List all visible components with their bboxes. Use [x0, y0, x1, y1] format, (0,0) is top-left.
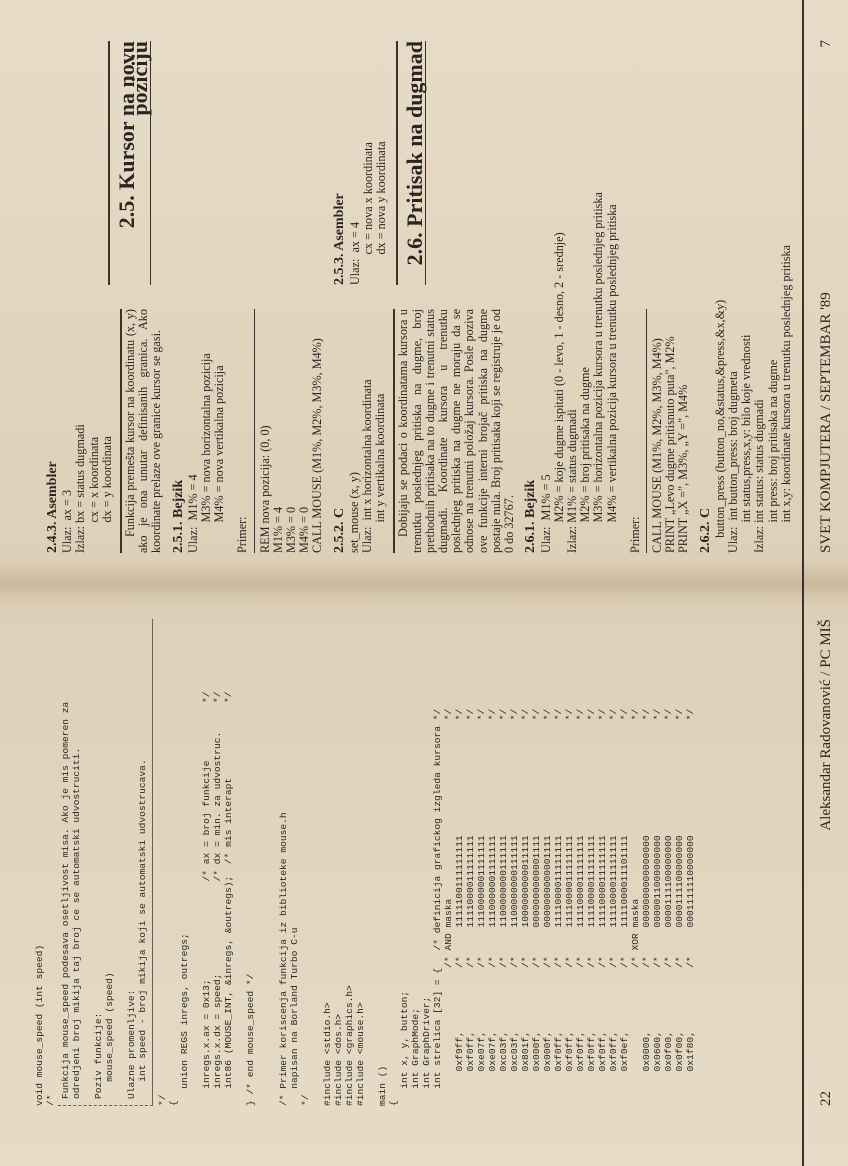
- code-line: int x, y, button;: [399, 990, 410, 1106]
- code-line: 0xc03f, /* 1100000000111111 */: [498, 708, 509, 1106]
- divider: [396, 41, 398, 285]
- magazine-name: SVET KOMPJUTERA / SEPTEMBAR '89: [817, 292, 834, 553]
- text-line: dx = y koordinata: [99, 436, 114, 553]
- text-line: Ulaz: ax = 4: [347, 221, 362, 285]
- code-line: 0xe07f, /* 1110000001111111 */: [487, 708, 498, 1106]
- divider: [108, 41, 110, 285]
- text-line: set_mouse (x, y): [346, 472, 361, 553]
- code-line: 0xf0ff, /* 1111000011111111 */: [465, 708, 476, 1106]
- code-line: 0xf0ff, /* 1111000011111111 */: [586, 708, 597, 1106]
- code-line: } /* end mouse_speed */: [245, 973, 256, 1106]
- code-line: #include <stdio.h>: [322, 1002, 333, 1106]
- code-line: [311, 619, 322, 1106]
- code-line: inregs.x.ax = 0x13; /* ax = broj funkcije */: [201, 691, 212, 1106]
- code-line: */: [300, 1094, 311, 1106]
- code-line: [366, 619, 377, 1106]
- text-line: M3% = 0: [284, 506, 299, 553]
- code-line: 0x0600, /* 0000011000000000 */: [652, 708, 663, 1106]
- text-line: M3% = horizontalna pozicija kursora u trenutku poslednjeg pritiska: [591, 192, 606, 553]
- code-line: 0x000f, /* 0000000000001111 */: [531, 708, 542, 1106]
- code-line: [82, 619, 93, 1099]
- code-line: main (): [377, 1065, 388, 1106]
- text-line: Ulaz: int button_press: broj dugmeta: [725, 371, 740, 553]
- page-number: 7: [817, 40, 834, 48]
- code-header: [34, 619, 56, 1106]
- text-line: Ulaz: M1% = 4: [185, 474, 200, 553]
- section-lines: [348, 309, 388, 553]
- code-line: 0x0f00, /* 0000111100000000 */: [663, 708, 674, 1106]
- right-footer: [802, 0, 848, 583]
- text-line: Izlaz: int status: status dugmadi: [752, 399, 767, 553]
- code-line: union REGS inregs, outregs;: [179, 933, 190, 1106]
- text-line: dx = nova y koordinata: [374, 141, 389, 285]
- code-line: 0xf0ff, /* 1111000011111111 */: [575, 708, 586, 1106]
- text-line: cx = x koordinata: [86, 436, 101, 553]
- code-line: 0x000f, /* 0000000000001111 */: [542, 708, 553, 1106]
- section-text: Funkcija premešta kursor na koordinatu (x, y) ako je ona unutar definisanih granica. Ako koordinate prelaze ove granice kursor se gasi.: [123, 309, 164, 553]
- text-line: button_press (button_no,&status,&press,&x,&y): [712, 299, 727, 553]
- code-line: /* XOR maska */: [630, 708, 641, 1106]
- text-line: REM nova pozicija: (0, 0): [257, 425, 272, 553]
- code-line: 0x0f00, /* 0000111100000000 */: [674, 708, 685, 1106]
- section-lines: [538, 192, 619, 553]
- example-lines: [651, 309, 691, 553]
- section-lines: [61, 309, 114, 553]
- code-line: 0xf0ff, /* 1111000011111111 */: [597, 708, 608, 1106]
- code-line: [267, 619, 278, 1106]
- text-line: M4% = 0: [297, 506, 312, 553]
- page-number: 22: [817, 1091, 834, 1106]
- text-line: M1% = 4: [270, 506, 285, 553]
- text-line: PRINT „Levo dugme pritisnuto puta", M2%: [663, 336, 678, 553]
- code-line: */: [157, 1094, 168, 1106]
- code-line: [256, 619, 267, 1106]
- code-line: Poziv funkcije:: [93, 1012, 104, 1099]
- text-line: Ulaz: ax = 3: [60, 489, 75, 553]
- text-line: cx = nova x koordinata: [360, 142, 375, 285]
- code-line: [234, 619, 245, 1106]
- code-line: mouse_speed (speed): [104, 972, 115, 1099]
- divider: [120, 309, 122, 553]
- code-line: #include <graphics.h>: [344, 985, 355, 1106]
- section-text: Dobijaju se podaci o koordinatama kursora u trenutku poslednjeg pritiska na dugme, broj prethodnih pritisaka na to dugme i trenutni status dugmadi. Koordinate kursora u trenutku poslednjeg pritiska na dugme ne moraju da se odnose na trenutni položaj kursora. Posle poziva ove funkcije interni brojač pritiska na dugme postaje nula. Broj pritisaka koji se registruje je od 0 do 32767.: [396, 309, 517, 553]
- code-line: {: [168, 1100, 179, 1106]
- section-heading: 2.5.1. Bejzik: [170, 479, 186, 553]
- text-line: M4% = vertikalna pozicija kursora u trenutku poslednjeg pritiska: [604, 204, 619, 553]
- text-line: CALL MOUSE (M1%, M2%, M3%, M4%): [310, 338, 325, 553]
- divider: [646, 309, 647, 553]
- section-title: 2.5. Kursor na novu poziciju: [114, 41, 153, 229]
- code-line: #include <mouse.h>: [355, 1002, 366, 1106]
- code-comment-box: [58, 619, 153, 1106]
- section-heading: 2.5.3. Asembler: [332, 193, 348, 285]
- code-line: 0xf0ff, /* 1111000011111111 */: [564, 708, 575, 1106]
- divider: [254, 309, 255, 553]
- code-line: 0xf0ff, /* 1111000011111111 */: [553, 708, 564, 1106]
- section-heading: 2.4.3. Asembler: [45, 461, 60, 553]
- code-line: int speed - broj mikija koji se automatski udvostrucava.: [137, 759, 148, 1099]
- code-line: Ulazne promenljive:: [126, 989, 137, 1099]
- code-line: /* AND maska */: [443, 708, 454, 1106]
- code-line: {: [388, 1100, 399, 1106]
- left-page: [0, 583, 848, 1166]
- text-line: Izlaz: bx = status dugmadi: [73, 424, 88, 553]
- text-line: Izlaz: M1% = status dugmadi: [564, 409, 579, 553]
- text-line: Ulaz: int x horizontalna koordinata: [360, 379, 375, 553]
- section-lines: [187, 309, 227, 553]
- section-lines: [712, 244, 793, 553]
- code-line: int GraphMode;: [410, 1008, 421, 1106]
- text-line: int status,press,x,y: bilo koje vrednosti: [739, 334, 754, 553]
- code-line: inregs.x.dx = speed; /* dx = min. za udvostruc. */: [212, 691, 223, 1106]
- code-line: int strelica [32] = { /* definicija grafickog izgleda kursora */: [432, 708, 443, 1106]
- code-line: #include <dos.h>: [333, 1013, 344, 1106]
- code-line: 0xf9ff, /* 1111100111111111 */: [454, 708, 465, 1106]
- code-line: int86 (MOUSE_INT, &inregs, &outregs); /* mis interapt */: [223, 691, 234, 1106]
- code-line: 0xc03f, /* 1100000000111111 */: [509, 708, 520, 1106]
- text-line: int x,y: koordinate kursora u trenutku poslednjeg pritiska: [778, 244, 793, 553]
- code-line: /* Primer koriscenja funkcija iz biblioteke mouse.h: [278, 812, 289, 1106]
- code-line: napisan na Borland Turbo C-u: [289, 927, 300, 1106]
- code-line: 0xf0ff, /* 1111000011111111 */: [608, 708, 619, 1106]
- text-line: M2% = koje dugme ispitati (0 - levo, 1 - desno, 2 - srednje): [551, 232, 566, 553]
- code-line: int GraphDriver;: [421, 996, 432, 1106]
- code-line: 0xf0ef, /* 1111000011101111 */: [619, 708, 630, 1106]
- code-listing: [157, 619, 696, 1106]
- column-2: [38, 41, 793, 285]
- example-lines: [259, 309, 325, 553]
- text-line: PRINT „X =", M3%, „Y =", M4%: [676, 384, 691, 553]
- text-line: CALL MOUSE (M1%, M2%, M3%, M4%): [649, 338, 664, 553]
- text-line: M3% = nova horizontalna pozicija: [199, 353, 214, 553]
- text-line: Ulaz: M1% = 5: [538, 474, 553, 553]
- example-label: Primer:: [235, 516, 250, 553]
- code-line: [115, 619, 126, 1099]
- code-line: 0xe07f, /* 1110000001111111 */: [476, 708, 487, 1106]
- text-line: M4% = nova vertikalna pozicija: [212, 365, 227, 553]
- code-line: 0x0000, /* 0000000000000000 */: [641, 708, 652, 1106]
- section-heading: 2.6.2. C: [697, 507, 713, 553]
- text-line: int press: broj pritisaka na dugme: [765, 359, 780, 553]
- author-credit: Aleksandar Radovanović / PC MIŠ: [817, 619, 834, 831]
- code-line: 0x1f80, /* 0001111110000000 */: [685, 708, 696, 1106]
- section-heading: 2.5.2. C: [331, 507, 347, 553]
- section-lines: [349, 41, 389, 285]
- code-line: void mouse_speed (int speed): [34, 944, 45, 1106]
- text-line: int y vertikalna koordinata: [373, 393, 388, 553]
- code-line: 0x801f, /* 1000000000011111 */: [520, 708, 531, 1106]
- code-line: [190, 619, 201, 1106]
- example-label: Primer:: [627, 516, 642, 553]
- section-title: 2.6. Pritisak na dugmad: [402, 41, 428, 266]
- text-line: M2% = broj pritisaka na dugme: [578, 367, 593, 553]
- code-line: Funkcija mouse_speed podesava osetljivost misa. Ako je mis pomeren za: [60, 701, 71, 1099]
- divider: [393, 309, 395, 553]
- section-heading: 2.6.1. Bejzik: [523, 479, 539, 553]
- left-footer: [802, 583, 848, 1166]
- code-line: odredjeni broj mikija taj broj ce se automatski udvostruciti.: [71, 747, 82, 1099]
- code-line: /*: [45, 1094, 56, 1106]
